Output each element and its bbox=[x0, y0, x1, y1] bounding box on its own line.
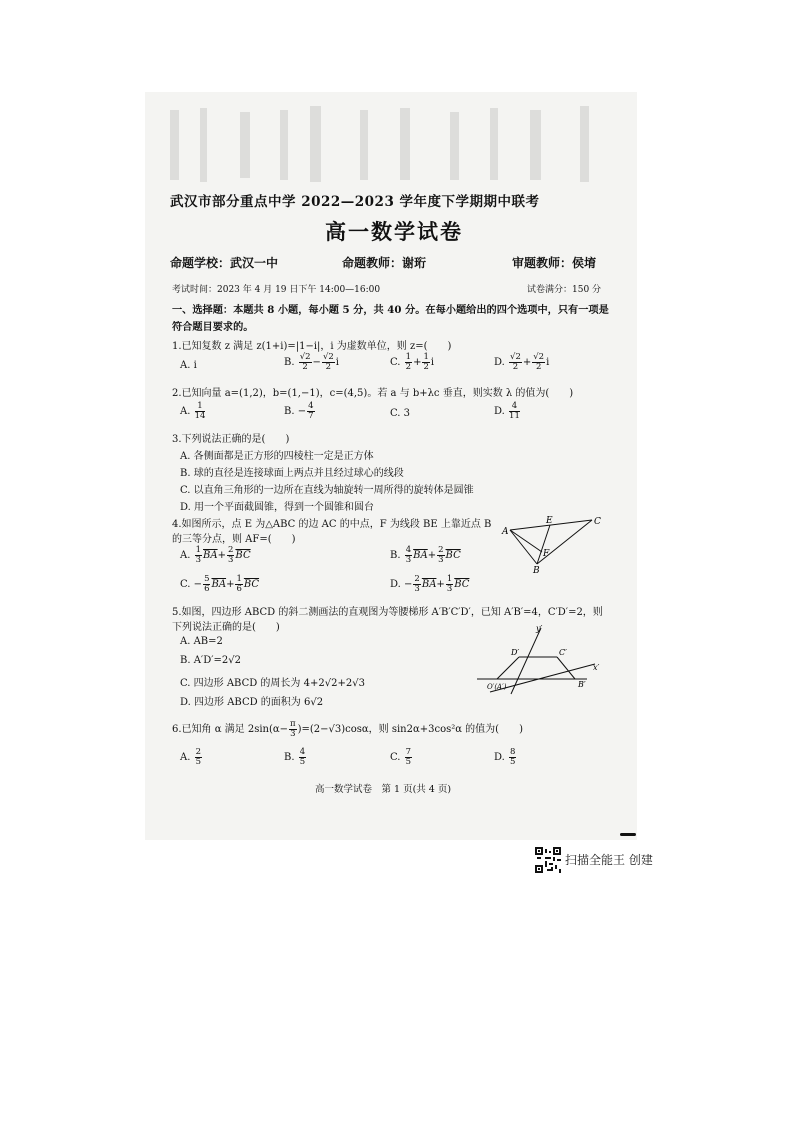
q3-option-c: C. 以直角三角形的一边所在直线为轴旋转一周所得的旋转体是圆锥 bbox=[180, 485, 474, 496]
page-mark bbox=[620, 833, 636, 836]
q5-option-d: D. 四边形 ABCD 的面积为 6√2 bbox=[180, 697, 324, 708]
q3-option-b: B. 球的直径是连接球面上两点并且经过球心的线段 bbox=[180, 468, 404, 479]
q2-option-c: C. 3 bbox=[390, 408, 411, 419]
q4-triangle-figure bbox=[500, 512, 610, 574]
q1-option-a: A. i bbox=[180, 360, 197, 371]
point-o-label: O′(A′) bbox=[487, 683, 507, 691]
q1-option-c: C. $\frac{1}{2}$ + $\frac{1}{2}$ i bbox=[390, 352, 435, 372]
point-a-label: A bbox=[502, 527, 509, 537]
exam-subtitle: 高一数学试卷 bbox=[325, 219, 463, 244]
q5-option-b: B. A′D′=2√2 bbox=[180, 655, 241, 666]
point-e-label: E bbox=[546, 516, 553, 526]
q4-option-a: A. $\frac{1}{3}$ $\overline{BA}+$ $\frac{2}{3}$ $\overline{BC}$ bbox=[180, 545, 251, 565]
q3-stem: 3.下列说法正确的是( ) bbox=[172, 434, 290, 445]
exam-time: 考试时间：2023 年 4 月 19 日下午 14:00—16:00 bbox=[172, 285, 381, 295]
q6-option-c: C. $\frac{7}{5}$ bbox=[390, 747, 412, 767]
q1-option-d: D. $\frac{√2}{2}$ + $\frac{√2}{2}$ i bbox=[494, 352, 550, 372]
q5-option-a: A. AB=2 bbox=[180, 636, 223, 647]
q3-option-a: A. 各侧面都是正方形的四棱柱一定是正方体 bbox=[180, 451, 374, 462]
q4-stem-line1: 4.如图所示，点 E 为△ABC 的边 AC 的中点，F 为线段 BE 上靠近点 B bbox=[172, 519, 492, 530]
point-c-label: C bbox=[594, 517, 601, 527]
q2-option-d: D. $\frac{4}{11}$ bbox=[494, 401, 520, 421]
q5-option-c: C. 四边形 ABCD 的周长为 4+2√2+2√3 bbox=[180, 678, 365, 689]
axis-x-label: x′ bbox=[593, 663, 600, 672]
qr-code-icon bbox=[535, 847, 561, 873]
q6-option-b: B. $\frac{4}{5}$ bbox=[284, 747, 306, 767]
q6-stem: 6.已知角 α 满足 2sin(α− $\frac{\pi}{3}$ )=(2−√3)cosα，则 sin2α+3cos²α 的值为( ) bbox=[172, 719, 523, 739]
q5-stem-line1: 5.如图，四边形 ABCD 的斜二测画法的直观图为等腰梯形 A′B′C′D′，已知 A′B′=4，C′D′=2，则 bbox=[172, 607, 603, 618]
point-b-label: B bbox=[533, 566, 540, 574]
q6-option-a: A. $\frac{2}{5}$ bbox=[180, 747, 202, 767]
q4-option-b: B. $\frac{4}{3}$ $\overline{BA}+$ $\frac{2}{3}$ $\overline{BC}$ bbox=[390, 545, 461, 565]
q2-option-a: A. $\frac{1}{14}$ bbox=[180, 401, 206, 421]
axis-y-label: y′ bbox=[536, 624, 543, 633]
q1-option-b: B. $\frac{√2}{2}$ − $\frac{√2}{2}$ i bbox=[284, 352, 339, 372]
scan-ghost-marks bbox=[160, 100, 620, 190]
exam-title: 武汉市部分重点中学 2022—2023 学年度下学期期中联考 bbox=[170, 194, 540, 210]
q5-trapezoid-figure bbox=[475, 622, 605, 696]
point-f-label: F bbox=[543, 549, 550, 559]
q1-stem: 1.已知复数 z 满足 z(1+i)=|1−i|，i 为虚数单位，则 z=( ) bbox=[172, 341, 452, 352]
point-d-label: D′ bbox=[511, 648, 520, 657]
point-c-label: C′ bbox=[559, 648, 567, 657]
q4-option-c: C. − $\frac{5}{6}$ $\overline{BA}+$ $\frac{1}{6}$ $\overline{BC}$ bbox=[180, 574, 260, 594]
q2-option-b: B. − $\frac{4}{7}$ bbox=[284, 401, 314, 421]
setter-teacher: 命题教师：谢珩 bbox=[342, 256, 427, 270]
q5-stem-line2: 下列说法正确的是( ) bbox=[172, 622, 280, 633]
full-score: 试卷满分：150 分 bbox=[527, 285, 602, 295]
setter-school: 命题学校：武汉一中 bbox=[170, 256, 279, 270]
q4-stem-line2: 的三等分点，则 AF=( ) bbox=[172, 534, 296, 545]
q4-option-d: D. − $\frac{2}{3}$ $\overline{BA}+$ $\frac{1}{3}$ $\overline{BC}$ bbox=[390, 574, 470, 594]
page-footer: 高一数学试卷 第 1 页(共 4 页) bbox=[315, 784, 452, 795]
q6-option-d: D. $\frac{8}{5}$ bbox=[494, 747, 516, 767]
section-heading: 一、选择题：本题共 8 小题，每小题 5 分，共 40 分。在每小题给出的四个选项中，只有一项是符合题目要求的。 bbox=[172, 304, 609, 333]
reviewer-teacher: 审题教师：侯堉 bbox=[512, 256, 597, 270]
scanner-watermark: 扫描全能王 创建 bbox=[565, 853, 653, 867]
q2-stem: 2.已知向量 a=(1,2)，b=(1,−1)，c=(4,5)。若 a 与 b+λc 垂直，则实数 λ 的值为( ) bbox=[172, 388, 574, 399]
q3-option-d: D. 用一个平面截圆锥，得到一个圆锥和圆台 bbox=[180, 502, 375, 513]
point-b-label: B′ bbox=[578, 680, 586, 689]
